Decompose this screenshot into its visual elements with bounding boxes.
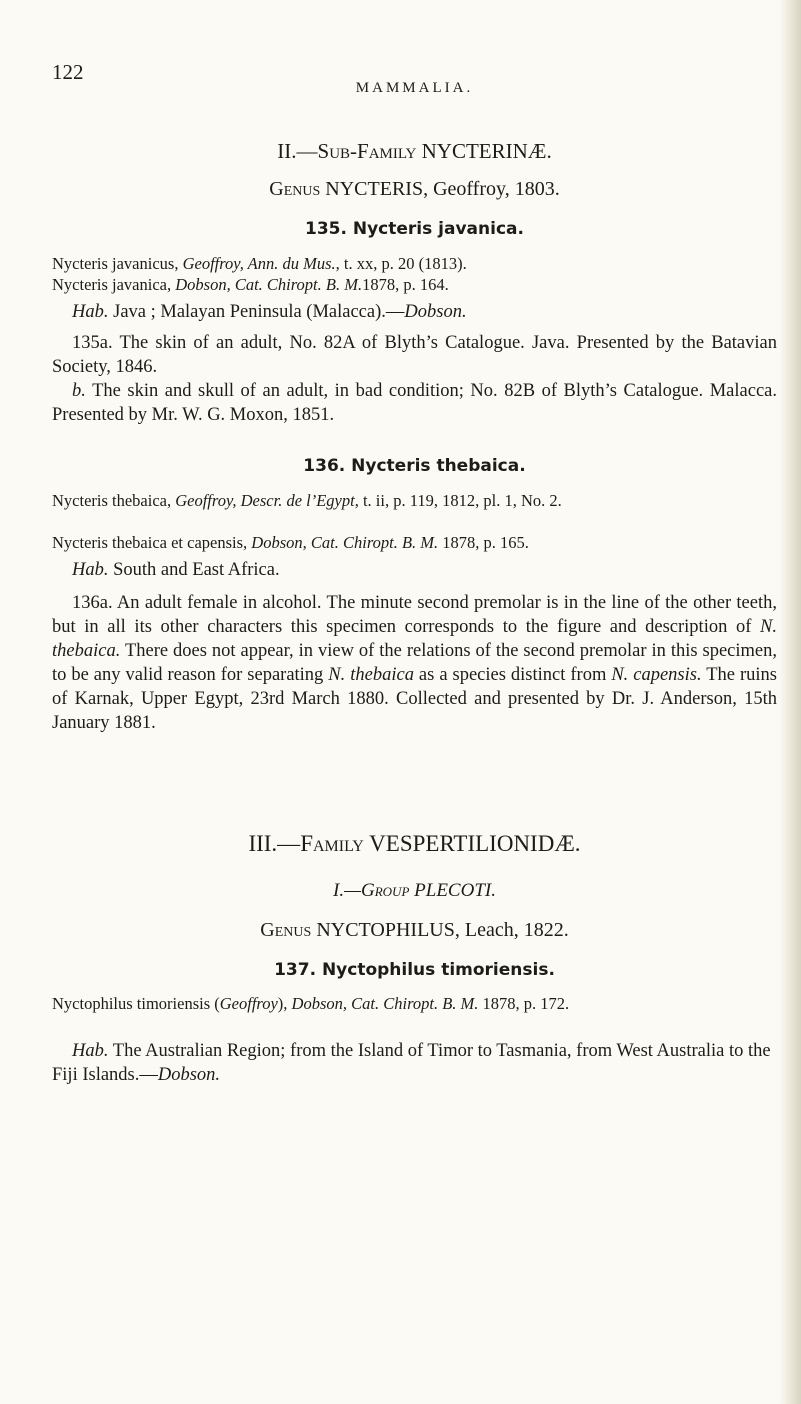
species-heading-137: 137. Nyctophilus timoriensis.: [274, 960, 555, 980]
running-head: MAMMALIA.: [355, 80, 474, 96]
synonym-137: Nyctophilus timoriensis (Geoffroy), Dobson, Cat. Chiropt. B. M. 1878, p. 172.: [52, 994, 570, 1013]
genus-heading-nyctophilus: Genus NYCTOPHILUS, Leach, 1822.: [260, 919, 569, 941]
habitat-135: Hab. Java ; Malayan Peninsula (Malacca).—Dobson.: [72, 302, 467, 322]
group-heading: I.—Group PLECOTI.: [333, 880, 496, 901]
specimen-135a: 135a. The skin of an adult, No. 82A of Blyth’s Catalogue. Java. Presented by the Batavian Society, 1846.: [52, 333, 777, 377]
page-number: 122: [52, 60, 84, 84]
subfamily-heading: II.—Sub-Family NYCTERINÆ.: [277, 139, 552, 163]
synonym-135-1: Nycteris javanicus, Geoffroy, Ann. du Mus., t. xx, p. 20 (1813).: [52, 254, 467, 273]
family-heading: III.—Family VESPERTILIONIDÆ.: [248, 831, 581, 856]
habitat-136: Hab. South and East Africa.: [72, 560, 280, 580]
species-heading-136: 136. Nycteris thebaica.: [303, 456, 526, 476]
page-edge-shadow: [779, 0, 801, 1404]
specimen-136a: 136a. An adult female in alcohol. The minute second premolar is in the line of the other teeth, but in all its other characters this specimen corresponds to the figure and description of N. thebaica. There does not appear, in view of the relations of the second premolar in this specimen, to be any valid reason for separating N. thebaica as a species distinct from N. capensis. The ruins of Karnak, Upper Egypt, 23rd March 1880. Collected and presented by Dr. J. Anderson, 15th January 1881.: [52, 593, 777, 733]
specimen-135b: b. The skin and skull of an adult, in bad condition; No. 82B of Blyth’s Catalogue. Malacca. Presented by Mr. W. G. Moxon, 1851.: [52, 381, 777, 425]
synonym-136-2: Nycteris thebaica et capensis, Dobson, Cat. Chiropt. B. M. 1878, p. 165.: [52, 533, 529, 552]
genus-heading-nycteris: Genus NYCTERIS, Geoffroy, 1803.: [269, 178, 560, 200]
synonym-135-2: Nycteris javanica, Dobson, Cat. Chiropt. B. M.1878, p. 164.: [52, 275, 449, 294]
habitat-137: Hab. The Australian Region; from the Island of Timor to Tasmania, from West Australia to the Fiji Islands.—Dobson.: [52, 1041, 771, 1085]
species-heading-135: 135. Nycteris javanica.: [305, 219, 524, 239]
synonym-136-1: Nycteris thebaica, Geoffroy, Descr. de l’Egypt, t. ii, p. 119, 1812, pl. 1, No. 2.: [52, 491, 562, 510]
